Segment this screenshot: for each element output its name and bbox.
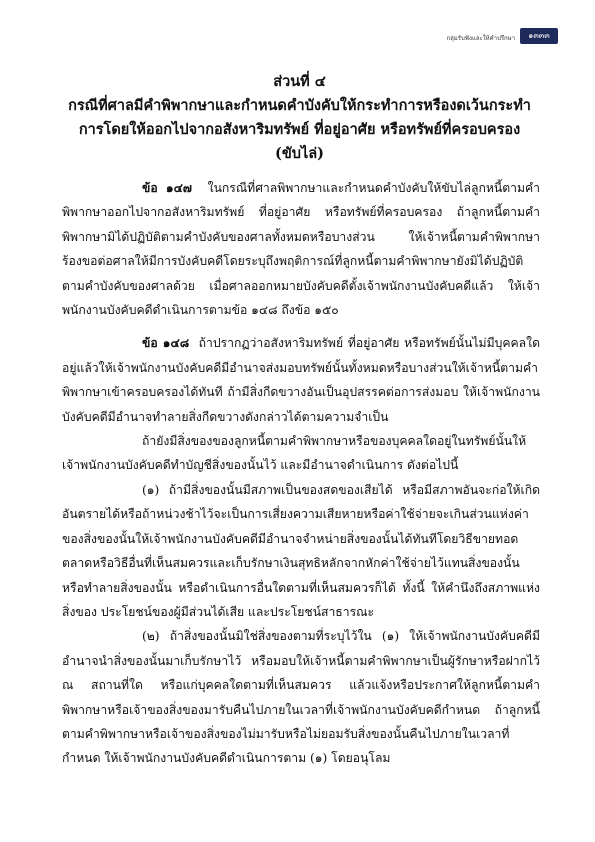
paragraph-item-2: (๒) ถ้าสิ่งของนั้นมิใช่สิ่งของตามที่ระบุไว้ใน (๑) ให้เจ้าพนักงานบังคับคดีมีอำนาจนำสิ่งของนั้นมาเก็บรักษาไว้ หรือมอบให้เจ้าหนี้ตามคำพิพากษาเป็นผู้รักษาหรือฝากไว้ ณ สถานที่ใด หรือแก่บุคคลใดตามที่เห็นสมควร แล้วแจ้งหรือประกาศให้ลูกหนี้ตามคำพิพากษาหรือเจ้าของสิ่งของมารับคืนไปภายในเวลาที่เจ้าพนักงานบังคับคดีกำหนด ถ้าลูกหนี้ตามคำพิพากษาหรือเจ้าของสิ่งของไม่มารับหรือไม่ยอมรับสิ่งของนั้นคืนไปภายในเวลาที่กำหนด ให้เจ้าพนักงานบังคับคดีดำเนินการตาม (๑) โดยอนุโลม	[62, 629, 540, 766]
part-heading: ส่วนที่ ๔	[273, 73, 326, 90]
title-block	[62, 70, 537, 166]
header-org-name: กลุ่มรับฟังและให้คำปรึกษา	[446, 35, 515, 42]
paragraph-item-1: (๑) ถ้ามีสิ่งของนั้นมีสภาพเป็นของสดของเสียได้ หรือมีสภาพอันจะก่อให้เกิดอันตรายได้หรือถ้าหน่วงช้าไว้จะเป็นการเสี่ยงความเสียหายหรือค่าใช้จ่ายจะเกินส่วนแห่งค่าของสิ่งของนั้นให้เจ้าพนักงานบังคับคดีมีอำนาจจำหน่ายสิ่งของนั้นได้ทันทีโดยวิธีขายทอดตลาดหรือวิธีอื่นที่เห็นสมควรและเก็บรักษาเงินสุทธิหลักจากหักค่าใช้จ่ายไว้แทนสิ่งของนั้น หรือทำลายสิ่งของนั้น หรือดำเนินการอื่นใดตามที่เห็นสมควรก็ได้ ทั้งนี้ ให้คำนึงถึงสภาพแห่งสิ่งของ ประโยชน์ของผู้มีส่วนได้เสีย และประโยชน์สาธารณะ	[62, 482, 540, 619]
paragraph-belongings: ถ้ายังมีสิ่งของของลูกหนี้ตามคำพิพากษาหรือของบุคคลใดอยู่ในทรัพย์นั้นให้เจ้าพนักงานบังคับคดีทำบัญชีสิ่งของนั้นไว้ และมีอำนาจดำเนินการ ดังต่อไปนี้	[62, 434, 527, 473]
title-line-3: (ขับไล่)	[274, 145, 324, 162]
section-text: ถ้าปรากฏว่าอสังหาริมทรัพย์ ที่อยู่อาศัย หรือทรัพย์นั้นไม่มีบุคคลใดอยู่แล้วให้เจ้าพนักงานบังคับคดีมีอำนาจส่งมอบทรัพย์นั้นทั้งหมดหรือบางส่วนให้เจ้าหนี้ตามคำพิพากษาเข้าครอบครองได้ทันที ถ้ามีสิ่งกีดขวางอันเป็นอุปสรรคต่อการส่งมอบ ให้เจ้าพนักงานบังคับคดีมีอำนาจทำลายสิ่งกีดขวางดังกล่าวได้ตามความจำเป็น	[62, 336, 540, 424]
section-number: ข้อ ๑๔๗	[142, 181, 192, 195]
page-number-badge: ๑๓๓๓	[520, 28, 558, 44]
section-number: ข้อ ๑๔๘	[142, 336, 190, 351]
section-text: ในกรณีที่ศาลพิพากษาและกำหนดคำบังคับให้ขับไล่ลูกหนี้ตามคำพิพากษาออกไปจากอสังหาริมทรัพย์ ที่อยู่อาศัย หรือทรัพย์ที่ครอบครอง ถ้าลูกหนี้ตามคำพิพากษามิได้ปฏิบัติตามคำบังคับของศาลทั้งหมดหรือบางส่วน ให้เจ้าหนี้ตามคำพิพากษาร้องขอต่อศาลให้มีการบังคับคดีโดยระบุถึงพฤติการณ์ที่ลูกหนี้ตามคำพิพากษายังมิได้ปฏิบัติตามคำบังคับของศาลด้วย เมื่อศาลออกหมายบังคับคดีตั้งเจ้าพนักงานบังคับคดีแล้ว ให้เจ้าพนักงานบังคับคดีดำเนินการตามข้อ ๑๔๘ ถึงข้อ ๑๕๐	[62, 181, 540, 318]
section-147	[62, 176, 540, 322]
section-148	[62, 331, 540, 429]
document-body	[62, 176, 540, 771]
title-line-1: กรณีที่ศาลมีคำพิพากษาและกำหนดคำบังคับให้กระทำการหรืองดเว้นกระทำ	[68, 97, 531, 114]
title-line-2: การโดยให้ออกไปจากอสังหาริมทรัพย์ ที่อยู่อาศัย หรือทรัพย์ที่ครอบครอง	[78, 121, 521, 138]
